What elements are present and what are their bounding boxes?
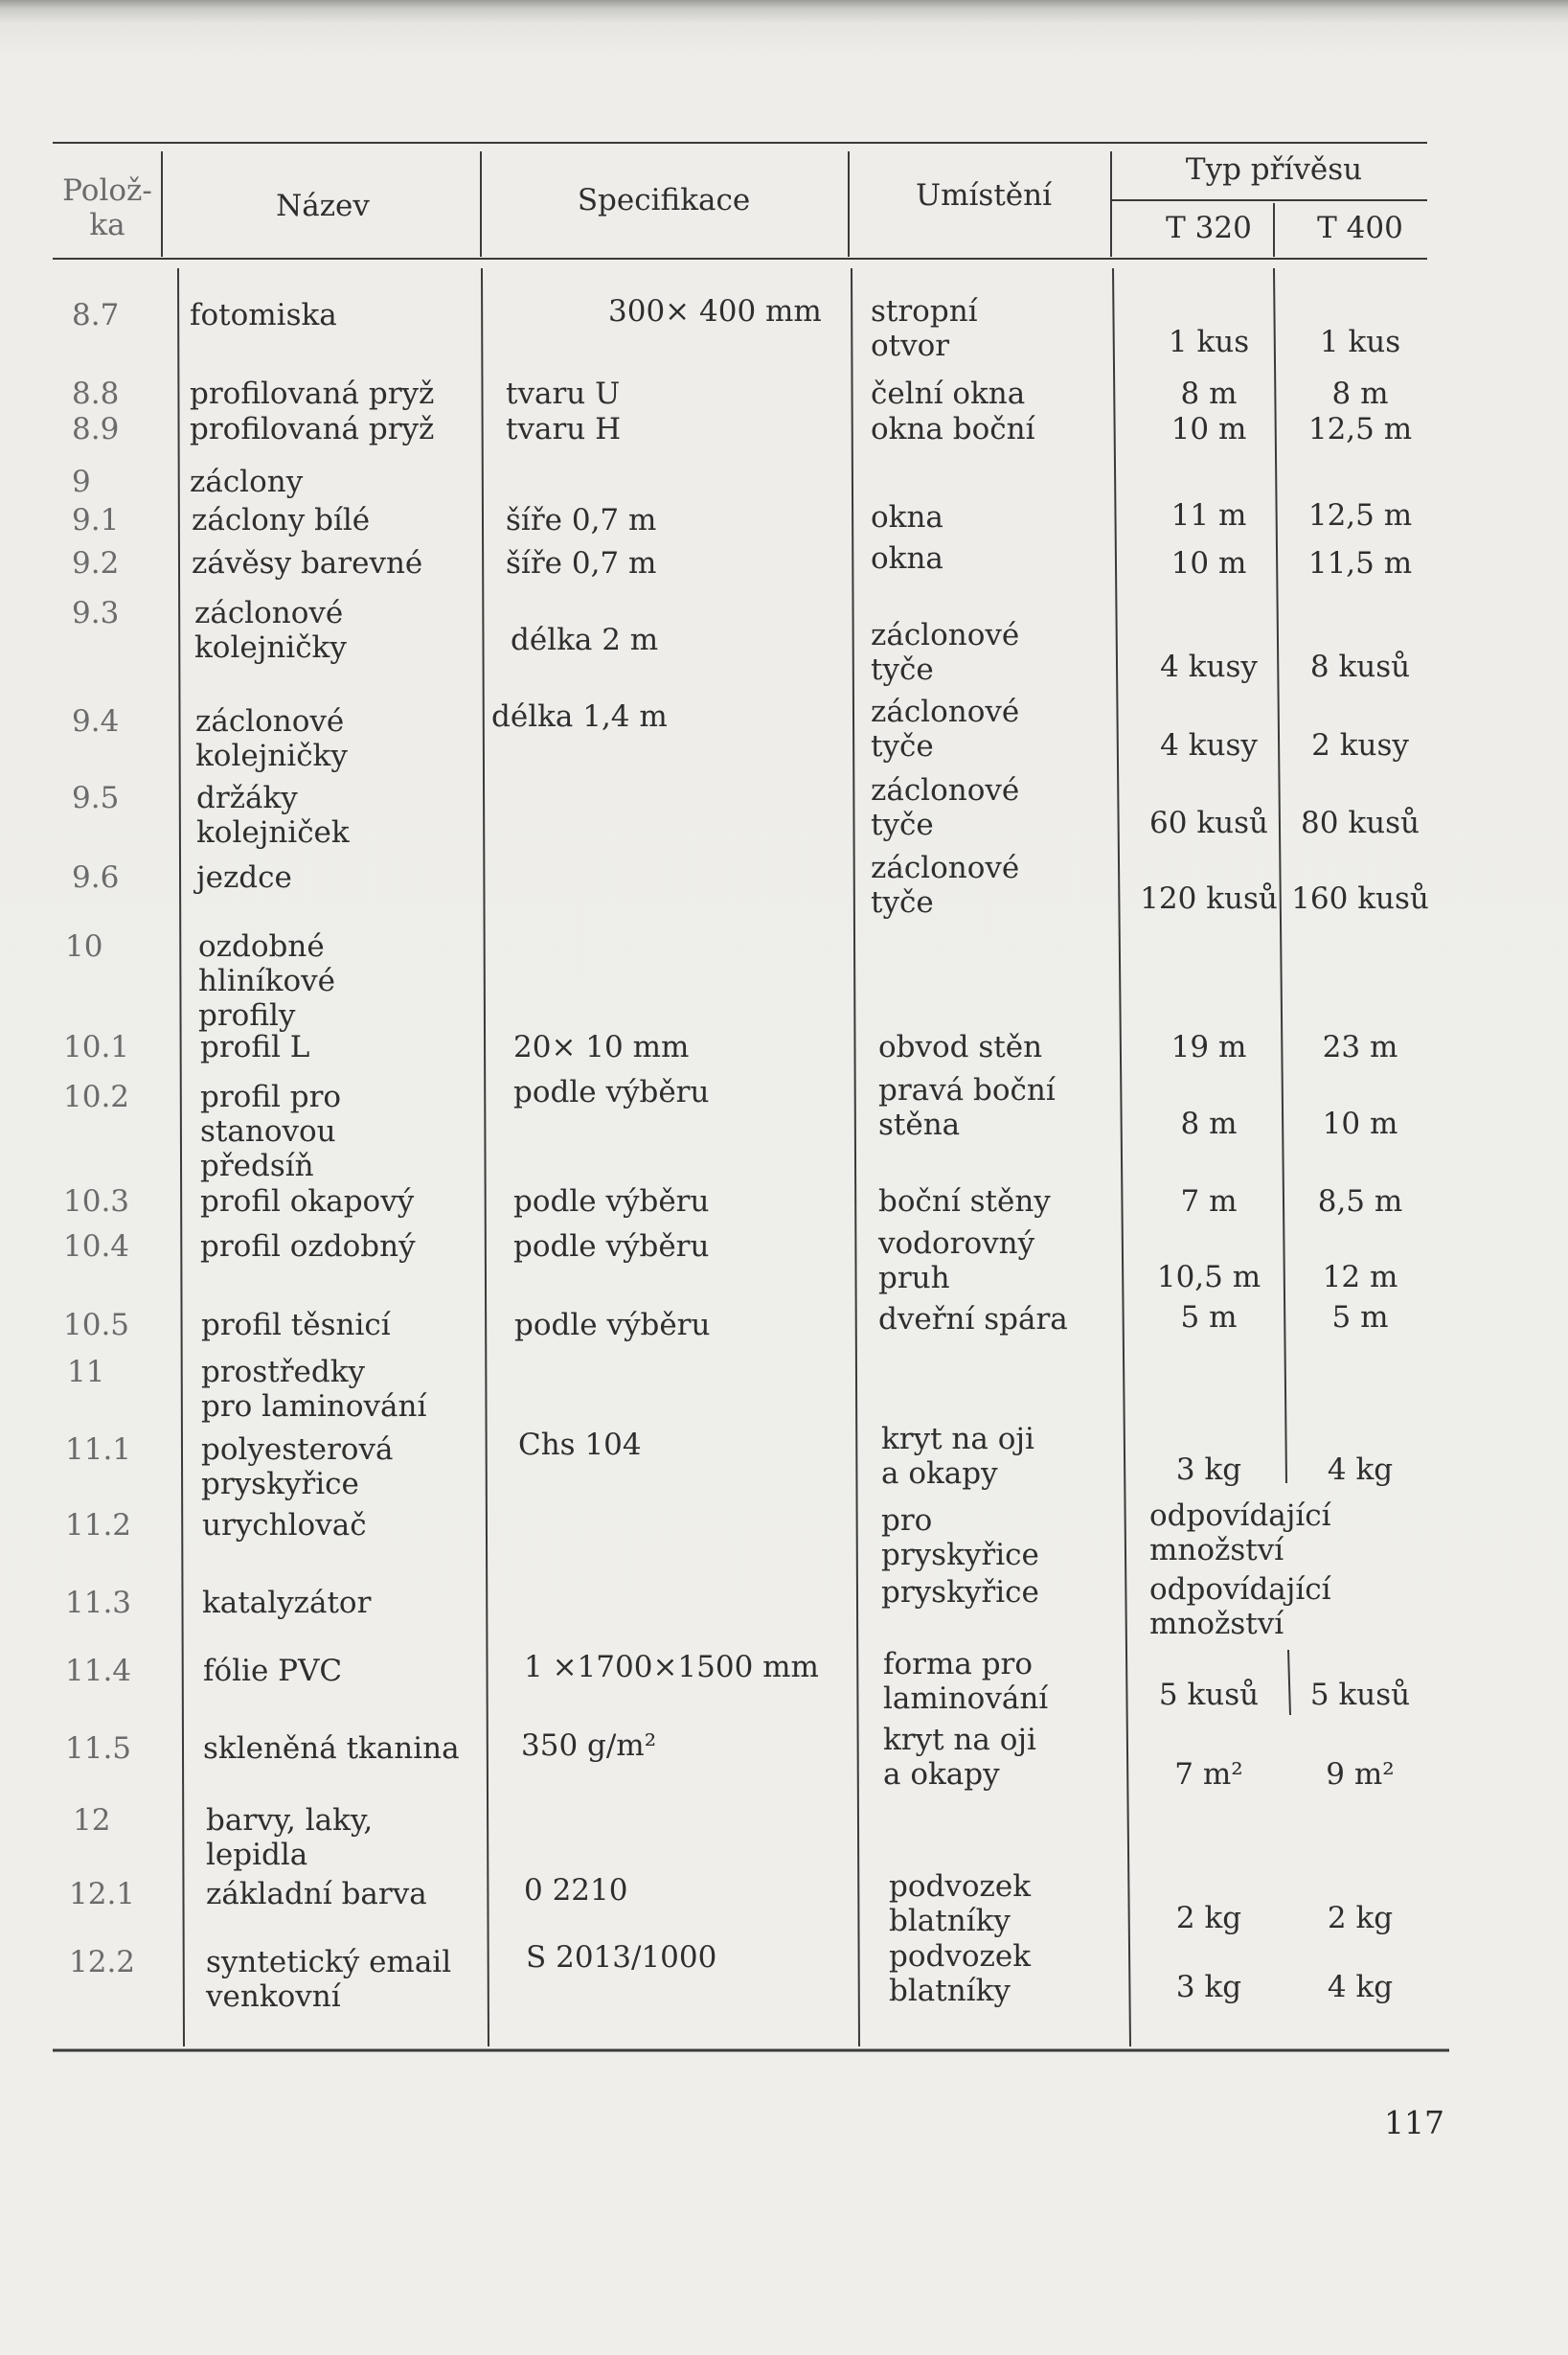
quantity-t320: 3 kg xyxy=(1175,1970,1242,2004)
quantity-t400: 10 m xyxy=(1322,1107,1398,1141)
item-name: syntetický email venkovní xyxy=(206,1945,452,2014)
quantity-t320: 10 m xyxy=(1170,546,1247,581)
item-number: 10.3 xyxy=(63,1184,130,1219)
header-location: Umístění xyxy=(915,178,1053,213)
item-name: záclonové kolejničky xyxy=(194,596,347,665)
item-number: 9.2 xyxy=(72,546,120,581)
quantity-t400: 160 kusů xyxy=(1291,881,1429,916)
item-name: urychlovač xyxy=(202,1508,367,1543)
item-name: profil okapový xyxy=(200,1184,415,1219)
quantity-t320: 10,5 m xyxy=(1156,1260,1261,1294)
item-name: profilovaná pryž xyxy=(190,377,435,411)
item-name: jezdce xyxy=(196,860,292,895)
item-name: skleněná tkanina xyxy=(203,1731,460,1766)
item-number: 9 xyxy=(72,465,91,499)
item-number: 8.9 xyxy=(72,412,120,446)
item-name: základní barva xyxy=(206,1877,427,1911)
quantity-both: odpovídající množství xyxy=(1149,1498,1331,1567)
item-name: ozdobné hliníkové profily xyxy=(198,929,335,1033)
item-location: podvozek blatníky xyxy=(889,1939,1031,2008)
item-specification: 1 ×1700×1500 mm xyxy=(524,1650,819,1684)
header-t400: T 400 xyxy=(1317,211,1403,245)
item-specification: tvaru H xyxy=(506,412,622,446)
item-name: polyesterová pryskyřice xyxy=(201,1432,394,1501)
quantity-t400: 2 kg xyxy=(1327,1901,1394,1935)
item-location: kryt na oji a okapy xyxy=(881,1422,1034,1491)
item-specification: 350 g/m² xyxy=(521,1728,657,1763)
item-number: 10.2 xyxy=(63,1080,130,1114)
quantity-t400: 80 kusů xyxy=(1301,806,1420,840)
item-name: prostředky pro laminování xyxy=(201,1355,427,1424)
quantity-t320: 60 kusů xyxy=(1149,806,1268,840)
item-specification: podle výběru xyxy=(514,1308,711,1342)
quantity-t320: 7 m² xyxy=(1174,1757,1243,1792)
item-number: 9.1 xyxy=(72,503,120,537)
quantity-t320: 11 m xyxy=(1170,498,1247,533)
item-number: 9.4 xyxy=(72,704,120,739)
item-location: okna xyxy=(871,500,943,535)
item-name: katalyzátor xyxy=(202,1586,372,1620)
item-location: dveřní spára xyxy=(878,1302,1068,1337)
quantity-t320: 4 kusy xyxy=(1160,728,1258,763)
quantity-t400: 5 kusů xyxy=(1309,1678,1411,1712)
item-specification: šíře 0,7 m xyxy=(506,503,657,537)
quantity-t400: 8 kusů xyxy=(1309,650,1411,684)
item-number: 8.8 xyxy=(72,377,120,411)
item-number: 11.5 xyxy=(65,1731,132,1766)
quantity-t320: 8 m xyxy=(1180,377,1238,411)
header-t320: T 320 xyxy=(1166,211,1252,245)
item-location: pryskyřice xyxy=(881,1575,1039,1610)
item-name: profil L xyxy=(200,1030,310,1064)
quantity-t320: 120 kusů xyxy=(1140,881,1278,916)
item-name: fotomiska xyxy=(190,298,337,332)
item-location: pro pryskyřice xyxy=(881,1503,1039,1572)
item-location: kryt na oji a okapy xyxy=(883,1723,1036,1792)
quantity-t320: 5 m xyxy=(1180,1300,1238,1335)
item-number: 11.1 xyxy=(65,1432,132,1467)
item-number: 12 xyxy=(73,1803,111,1838)
quantity-t320: 8 m xyxy=(1180,1107,1238,1141)
item-name: záclony xyxy=(190,465,304,499)
quantity-t400: 12 m xyxy=(1322,1260,1398,1294)
item-location: obvod stěn xyxy=(878,1030,1043,1064)
item-number: 9.5 xyxy=(72,781,120,815)
item-name: profilovaná pryž xyxy=(190,412,435,446)
item-number: 12.1 xyxy=(69,1877,136,1911)
quantity-t400: 9 m² xyxy=(1326,1757,1395,1792)
item-number: 11.4 xyxy=(65,1654,132,1688)
item-name: držáky kolejniček xyxy=(196,781,350,850)
item-location: okna xyxy=(871,541,943,576)
header-name: Název xyxy=(276,189,370,223)
item-specification: podle výběru xyxy=(513,1229,710,1264)
quantity-t320: 7 m xyxy=(1180,1184,1238,1219)
item-specification: délka 1,4 m xyxy=(491,699,668,734)
item-number: 11.2 xyxy=(65,1508,132,1543)
quantity-t400: 11,5 m xyxy=(1307,546,1413,581)
quantity-t400: 23 m xyxy=(1322,1030,1398,1064)
quantity-t320: 19 m xyxy=(1170,1030,1247,1064)
item-number: 12.2 xyxy=(69,1945,136,1979)
body-divider-spec xyxy=(852,268,859,2046)
quantity-t400: 8 m xyxy=(1331,377,1389,411)
item-name: barvy, laky, lepidla xyxy=(206,1803,374,1872)
quantity-t400: 4 kg xyxy=(1327,1452,1394,1487)
item-number: 9.6 xyxy=(72,860,120,895)
item-location: záclonové tyče xyxy=(871,773,1020,842)
quantity-t400: 4 kg xyxy=(1327,1970,1394,2004)
quantity-t320: 3 kg xyxy=(1175,1452,1242,1487)
item-name: závěsy barevné xyxy=(192,546,423,581)
quantity-t320: 2 kg xyxy=(1175,1901,1242,1935)
item-location: podvozek blatníky xyxy=(889,1869,1031,1938)
item-specification: 0 2210 xyxy=(524,1873,628,1908)
quantity-t400: 8,5 m xyxy=(1317,1184,1403,1219)
body-divider-name xyxy=(482,268,489,2046)
item-name: fólie PVC xyxy=(203,1654,343,1688)
item-location: záclonové tyče xyxy=(871,851,1020,920)
item-location: boční stěny xyxy=(878,1184,1051,1219)
quantity-t400: 2 kusy xyxy=(1311,728,1409,763)
item-specification: S 2013/1000 xyxy=(526,1940,717,1975)
item-number: 10.1 xyxy=(63,1030,130,1064)
item-location: okna boční xyxy=(871,412,1035,446)
item-number: 11.3 xyxy=(65,1586,132,1620)
body-divider-item xyxy=(178,268,184,2046)
item-location: záclonové tyče xyxy=(871,695,1020,764)
item-specification: šíře 0,7 m xyxy=(506,546,657,581)
item-specification: podle výběru xyxy=(513,1184,710,1219)
item-name: profil těsnicí xyxy=(201,1308,391,1342)
item-name: profil ozdobný xyxy=(200,1229,416,1264)
item-number: 11 xyxy=(67,1355,105,1389)
header-item: Polož- ka xyxy=(62,173,152,242)
item-location: čelní okna xyxy=(871,377,1026,411)
quantity-t320: 10 m xyxy=(1170,412,1247,446)
item-location: vodorovný pruh xyxy=(878,1226,1035,1295)
item-specification: délka 2 m xyxy=(511,623,659,657)
item-number: 9.3 xyxy=(72,596,120,630)
item-location: stropní otvor xyxy=(871,294,978,363)
quantity-t400: 12,5 m xyxy=(1307,498,1413,533)
quantity-t320: 4 kusy xyxy=(1160,650,1258,684)
item-name: profil pro stanovou předsíň xyxy=(200,1080,342,1183)
item-number: 10.4 xyxy=(63,1229,130,1264)
page-number: 117 xyxy=(1384,2104,1444,2141)
item-location: záclonové tyče xyxy=(871,618,1020,687)
item-number: 8.7 xyxy=(72,298,120,332)
item-name: záclony bílé xyxy=(192,503,371,537)
item-specification: 300× 400 mm xyxy=(608,294,822,329)
item-specification: 20× 10 mm xyxy=(513,1030,690,1064)
quantity-t400: 1 kus xyxy=(1319,325,1401,359)
item-specification: tvaru U xyxy=(506,377,621,411)
quantity-both: odpovídající množství xyxy=(1149,1572,1331,1641)
item-specification: Chs 104 xyxy=(518,1428,642,1462)
header-trailer-type: Typ přívěsu xyxy=(1185,152,1363,187)
quantity-t320: 1 kus xyxy=(1168,325,1250,359)
quantity-t320: 5 kusů xyxy=(1158,1678,1260,1712)
item-number: 10.5 xyxy=(63,1308,130,1342)
quantity-t400: 12,5 m xyxy=(1307,412,1413,446)
header-specification: Specifikace xyxy=(577,183,751,217)
item-location: forma pro laminování xyxy=(883,1647,1049,1716)
item-specification: podle výběru xyxy=(513,1075,710,1109)
item-number: 10 xyxy=(65,929,103,964)
quantity-t400: 5 m xyxy=(1331,1300,1389,1335)
item-name: záclonové kolejničky xyxy=(195,704,348,773)
item-location: pravá boční stěna xyxy=(878,1073,1056,1142)
